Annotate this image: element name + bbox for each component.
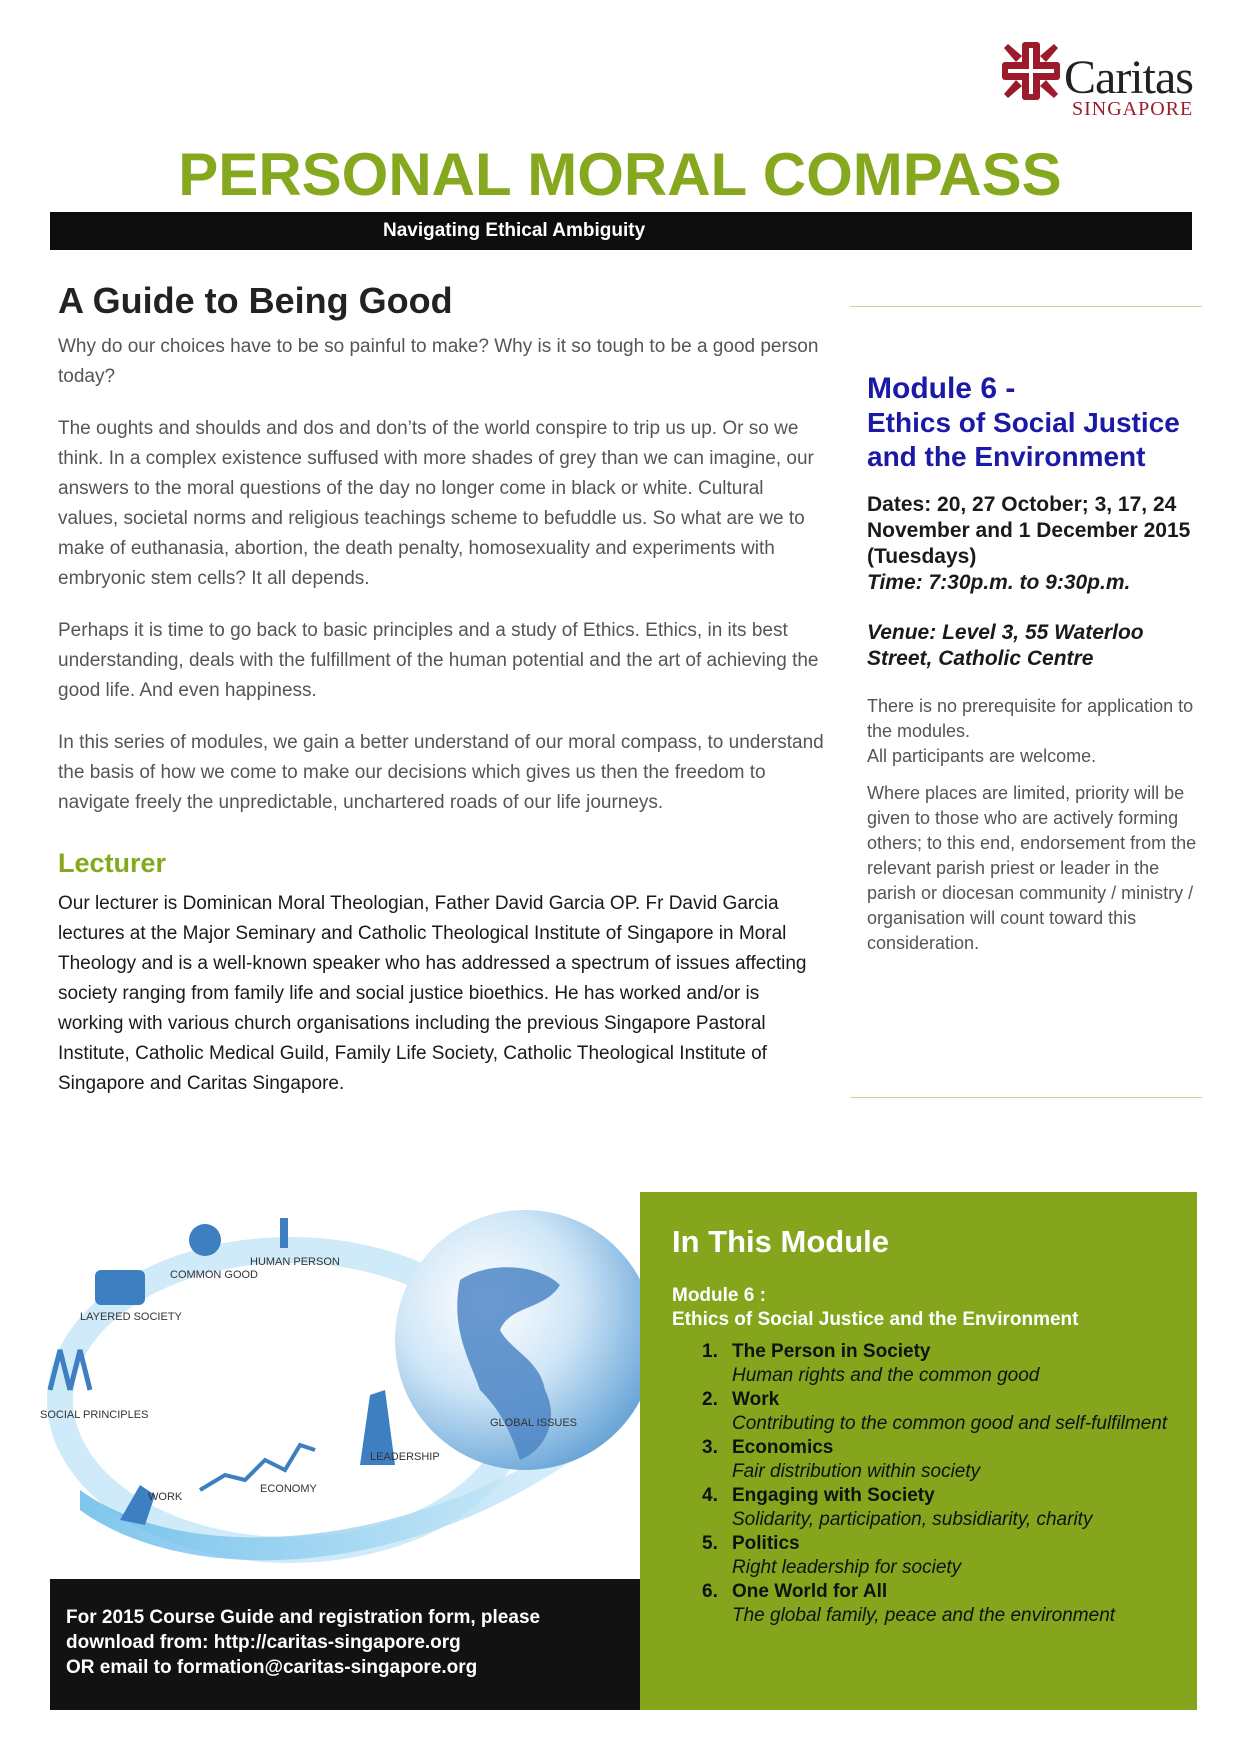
lecturer-heading: Lecturer	[58, 848, 167, 878]
label-common-good: COMMON GOOD	[170, 1269, 258, 1281]
caritas-logo	[1000, 40, 1210, 120]
topic-subtitle: Solidarity, participation, subsidiarity, charity	[732, 1509, 1093, 1530]
guide-paragraph: Perhaps it is time to go back to basic principles and a study of Ethics. Ethics, in its best understanding, deals with the fulfillment of the human potential and the art of achieving the good life. And even happiness.	[58, 620, 819, 701]
logo-wordmark: Caritas	[1064, 51, 1193, 104]
subtitle-text: Navigating Ethical Ambiguity	[383, 220, 646, 241]
module-info-sidebar	[867, 372, 1207, 968]
logo-subtext: SINGAPORE	[1072, 98, 1194, 120]
topic-title: Engaging with Society	[732, 1485, 935, 1506]
list-item	[672, 1484, 1182, 1532]
module-dates: Dates: 20, 27 October; 3, 17, 24 November and 1 December 2015 (Tuesdays)	[867, 493, 1191, 568]
module-heading	[672, 1284, 1192, 1332]
registration-link-line[interactable]: download from: http://caritas-singapore.org	[66, 1632, 461, 1653]
topic-subtitle: Human rights and the common good	[732, 1365, 1040, 1386]
label-leadership: LEADERSHIP	[370, 1451, 440, 1463]
topic-title: Politics	[732, 1533, 800, 1554]
module-line-2: Ethics of Social Justice and the Environment	[672, 1309, 1079, 1330]
page-title: PERSONAL MORAL COMPASS	[178, 141, 1062, 208]
registration-text	[66, 1605, 636, 1680]
guide-section	[58, 280, 828, 1099]
registration-line-1: For 2015 Course Guide and registration form, please	[66, 1607, 541, 1628]
topic-number: 3.	[702, 1437, 718, 1458]
label-global-issues: GLOBAL ISSUES	[490, 1417, 578, 1429]
topic-subtitle: The global family, peace and the environment	[732, 1605, 1116, 1626]
label-work: WORK	[148, 1491, 183, 1503]
label-human-person: HUMAN PERSON	[250, 1256, 340, 1268]
label-layered-society: LAYERED SOCIETY	[80, 1311, 182, 1323]
guide-paragraph: In this series of modules, we gain a better understand of our moral compass, to understand the basis of how we come to make our decisions which gives us then the freedom to navigate freely the unpredictable, unchartered roads of our life journeys.	[58, 732, 824, 813]
topic-number: 1.	[702, 1341, 718, 1362]
module-line-1: Module 6 :	[672, 1285, 766, 1306]
lecturer-paragraph: Our lecturer is Dominican Moral Theologian, Father David Garcia OP. Fr David Garcia lectures at the Major Seminary and Catholic Theological Institute of Singapore in Moral Theology and is a well-known speaker who has addressed a spectrum of issues affecting society ranging from family life and social justice bioethics. He has worked and/or is working with various church organisations including the previous Singapore Pastoral Institute, Catholic Medical Guild, Family Life Society, Catholic Theological Institute of Singapore and Caritas Singapore.	[58, 893, 807, 1094]
module-time: Time: 7:30p.m. to 9:30p.m.	[867, 571, 1131, 594]
module-subtitle: Ethics of Social Justice and the Environment	[867, 407, 1180, 472]
guide-paragraph: The oughts and shoulds and dos and don’ts of the world conspire to trip us up. Or so we think. In a complex existence suffused with more shades of grey than we can imagine, our answers to the moral questions of the day no longer come in black or white. Cultural values, societal norms and religious teachings scheme to befuddle us. So what are we to make of euthanasia, abortion, the death penalty, homosexuality and experiments with embryonic stem cells? It all depends.	[58, 418, 814, 589]
list-item	[672, 1388, 1182, 1436]
label-economy: ECONOMY	[260, 1483, 317, 1495]
caritas-cross-icon	[1000, 40, 1062, 102]
topic-subtitle: Right leadership for society	[732, 1557, 962, 1578]
human-person-icon	[280, 1218, 288, 1248]
module-title: Module 6 -	[867, 372, 1016, 405]
topic-title: One World for All	[732, 1581, 888, 1602]
topic-list	[672, 1340, 1182, 1628]
sidebar-divider	[850, 1097, 1202, 1098]
topic-number: 2.	[702, 1389, 718, 1410]
label-social-principles: SOCIAL PRINCIPLES	[40, 1409, 149, 1421]
in-this-module-panel	[640, 1192, 1197, 1710]
prerequisite-note: There is no prerequisite for application to the modules.	[867, 696, 1194, 741]
module-venue: Venue: Level 3, 55 Waterloo Street, Catholic Centre	[867, 621, 1144, 670]
welcome-note: All participants are welcome.	[867, 746, 1097, 766]
topic-title: The Person in Society	[732, 1341, 931, 1362]
topic-number: 6.	[702, 1581, 718, 1602]
priority-note: Where places are limited, priority will be given to those who are actively forming others; to this end, endorsement from the relevant parish priest or leader in the parish or diocesan community / ministry / organisation will count toward this consideration.	[867, 783, 1197, 953]
subtitle-bar	[50, 212, 1192, 250]
guide-paragraph: Why do our choices have to be so painful to make? Why is it so tough to be a good person today?	[58, 336, 819, 387]
topic-number: 5.	[702, 1533, 718, 1554]
registration-footer	[50, 1579, 640, 1710]
social-principles-illustration	[40, 1190, 640, 1590]
list-item	[672, 1532, 1182, 1580]
topic-number: 4.	[702, 1485, 718, 1506]
layered-society-icon	[95, 1270, 145, 1305]
guide-heading: A Guide to Being Good	[58, 280, 453, 321]
topic-title: Work	[732, 1389, 780, 1410]
list-item	[672, 1436, 1182, 1484]
topic-subtitle: Fair distribution within society	[732, 1461, 981, 1482]
topic-subtitle: Contributing to the common good and self-fulfilment	[732, 1413, 1168, 1434]
list-item	[672, 1580, 1182, 1628]
sidebar-divider	[850, 306, 1202, 307]
topic-title: Economics	[732, 1437, 834, 1458]
list-item	[672, 1340, 1182, 1388]
common-good-icon	[189, 1224, 221, 1256]
in-this-module-heading: In This Module	[672, 1224, 889, 1259]
registration-email-line[interactable]: OR email to formation@caritas-singapore.org	[66, 1657, 478, 1678]
